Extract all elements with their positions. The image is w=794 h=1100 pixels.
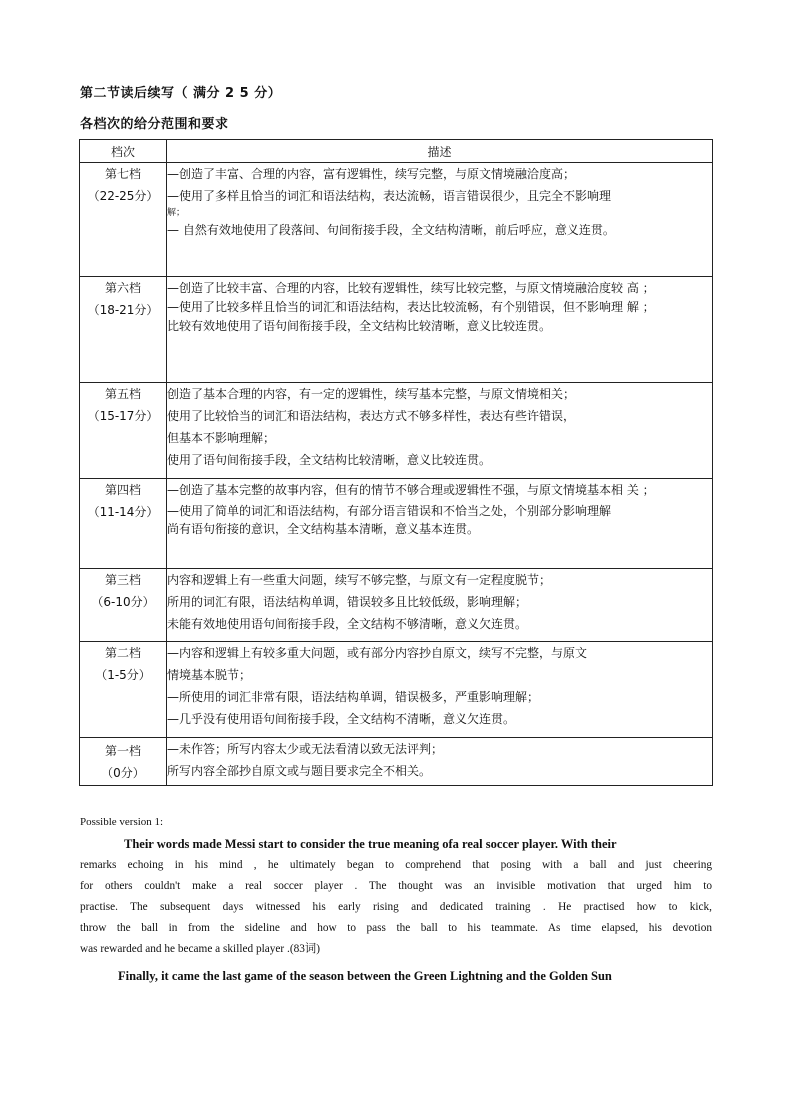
paragraph-line: practise. The subsequent days witnessed his early rising and dedicated training . He practised how to kick, [80,901,712,913]
desc-cell [167,642,713,738]
table-row [80,642,713,738]
level-range: （6-10分） [91,595,155,609]
desc-line: —几乎没有使用语句间衔接手段，全文结构不清晰，意义欠连贯。 [167,712,516,726]
table-row [80,277,713,383]
level-name: 第六档 [104,281,141,295]
level-range: （22-25分） [87,189,159,203]
desc-line: 未能有效地使用语句间衔接手段，全文结构不够清晰，意义欠连贯。 [167,617,528,631]
header-desc: 描述 [167,140,713,163]
desc-line: —使用了比较多样且恰当的词汇和语法结构，表达比较流畅，有个别错误，但不影响理 解 ； [167,300,655,314]
paragraph-line: for others couldn't make a real soccer player . The thought was an invisible motivation that urged him to [80,880,712,892]
table-row [80,569,713,642]
table-row [80,738,713,786]
level-range: （1-5分） [95,668,151,682]
desc-cell [167,738,713,786]
header-level: 档次 [80,140,167,163]
desc-line: 使用了比较恰当的词汇和语法结构，表达方式不够多样性，表达有些许错误， [167,409,576,423]
desc-line: 情境基本脱节； [167,668,252,682]
desc-line: 解； [167,208,186,218]
level-cell [80,738,167,786]
desc-line: —创造了比较丰富、合理的内容，比较有逻辑性，续写比较完整，与原文情境融洽度较 高 ； [167,281,655,295]
level-name: 第四档 [104,483,141,497]
level-cell [80,277,167,383]
desc-line: 所写内容全部抄自原文或与题目要求完全不相关。 [167,764,432,778]
paragraph-line: remarks echoing in his mind , he ultimately began to comprehend that posing with a ball and just cheering [80,859,712,871]
table-row [80,163,713,277]
section-title: 第二节读后续写（ 满分 2 5 分） [80,86,282,101]
level-cell [80,163,167,277]
paragraph-1 [80,834,712,960]
paragraph-line: Finally, it came the last game of the season between the Green Lightning and the Golden Sun [118,969,612,983]
level-range: （0分） [101,766,145,780]
version-label: Possible version 1: [80,816,164,828]
subtitle: 各档次的给分范围和要求 [80,117,229,132]
desc-line: — 自然有效地使用了段落间、句间衔接手段，全文结构清晰，前后呼应，意义连贯。 [167,223,615,237]
desc-cell [167,569,713,642]
level-cell [80,479,167,569]
level-range: （18-21分） [87,303,159,317]
desc-line: —创造了基本完整的故事内容，但有的情节不够合理或逻辑性不强，与原文情境基本相 关 ； [167,483,655,497]
desc-line: 尚有语句衔接的意识，全文结构基本清晰，意义基本连贯。 [167,522,480,536]
desc-line: —内容和逻辑上有较多重大问题，或有部分内容抄自原文，续写不完整，与原文 [167,646,588,660]
desc-line: —使用了简单的词汇和语法结构，有部分语言错误和不恰当之处，个别部分影响理解 [167,504,612,518]
paragraph-line: throw the ball in from the sideline and how to pass the ball to his teammate. As time elapsed, his devotion [80,922,712,934]
desc-line: —创造了丰富、合理的内容，富有逻辑性，续写完整，与原文情境融洽度高； [167,167,576,181]
desc-cell [167,277,713,383]
level-cell [80,569,167,642]
table-row [80,479,713,569]
level-name: 第五档 [104,387,141,401]
desc-line: 所用的词汇有限，语法结构单调，错误较多且比较低级，影响理解； [167,595,528,609]
desc-line: —使用了多样且恰当的词汇和语法结构，表达流畅，语言错误很少，且完全不影响理 [167,189,612,203]
rubric-table [79,139,713,786]
level-name: 第七档 [104,167,141,181]
paragraph-line: was rewarded and he became a skilled player .(83词) [80,943,320,955]
level-name: 第三档 [104,573,141,587]
desc-line: 但基本不影响理解； [167,431,276,445]
table-row [80,383,713,479]
paragraph-line: Their words made Messi start to consider the true meaning ofa real soccer player. With their [124,837,617,851]
level-cell [80,642,167,738]
desc-line: —未作答；所写内容太少或无法看清以致无法评判； [167,742,444,756]
desc-cell [167,383,713,479]
desc-cell [167,163,713,277]
level-name: 第一档 [104,744,141,758]
level-cell [80,383,167,479]
level-range: （15-17分） [87,409,159,423]
desc-line: 创造了基本合理的内容，有一定的逻辑性，续写基本完整，与原文情境相关； [167,387,576,401]
level-range: （11-14分） [87,505,159,519]
desc-line: 比较有效地使用了语句间衔接手段，全文结构比较清晰，意义比较连贯。 [167,319,552,333]
desc-line: —所使用的词汇非常有限，语法结构单调，错误极多，严重影响理解； [167,690,540,704]
level-name: 第二档 [104,646,141,660]
paragraph-2 [80,966,712,987]
desc-line: 使用了语句间衔接手段，全文结构比较清晰，意义比较连贯。 [167,453,492,467]
desc-cell [167,479,713,569]
desc-line: 内容和逻辑上有一些重大问题，续写不够完整，与原文有一定程度脱节； [167,573,552,587]
table-header-row [80,140,713,163]
